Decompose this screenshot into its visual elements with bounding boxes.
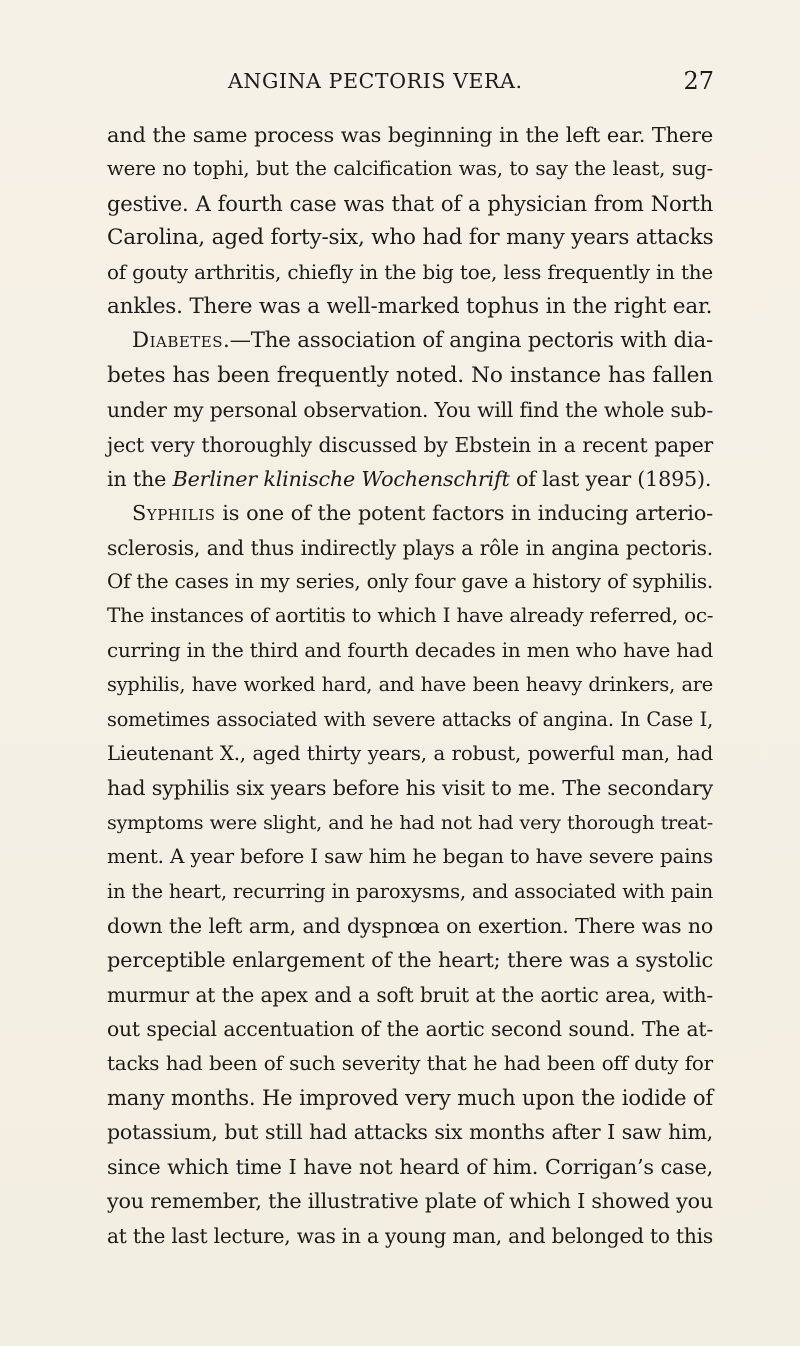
text-line: of gouty arthritis, chiefly in the big toe, less frequently in the (107, 260, 713, 284)
text-line: tacks had been of such severity that he had been off duty for (107, 1051, 713, 1075)
text-line: syphilis, have worked hard, and have been heavy drinkers, are (107, 673, 713, 697)
text-line: in the Berliner klinische Wochenschrift of last year (1895). (107, 466, 712, 491)
text-line: potassium, but still had attacks six months after I saw him, (107, 1120, 713, 1145)
text-line: were no tophi, but the calcification was, to say the least, sug- (107, 157, 713, 181)
page-number: 27 (683, 67, 714, 95)
text-line: down the left arm, and dyspnœa on exertion. There was no (107, 913, 713, 938)
running-title: ANGINA PECTORIS VERA. (228, 69, 523, 93)
text-line: ject very thoroughly discussed by Ebstein in a recent paper (107, 432, 713, 457)
section-lead-diabetes: Diabetes (132, 328, 224, 354)
text-line: in the heart, recurring in paroxysms, and associated with pain (107, 879, 713, 903)
text-line: out special accentuation of the aortic second sound. The at- (107, 1017, 713, 1042)
text-line-syphilis-heading: Syphilis is one of the potent factors in inducing arterio- (132, 501, 713, 526)
text-line: gestive. A fourth case was that of a physician from North (107, 190, 713, 216)
text-line: The instances of aortitis to which I have already referred, oc- (107, 604, 714, 628)
text-line: many months. He improved very much upon the iodide of (107, 1084, 713, 1110)
text-line: sometimes associated with severe attacks of angina. In Case I, (107, 707, 713, 731)
journal-title: Berliner klinische Wochenschrift (172, 466, 510, 491)
section-lead-syphilis: Syphilis (132, 501, 216, 526)
text-line: betes has been frequently noted. No instance has fallen (107, 362, 713, 388)
text-line: and the same process was beginning in the left ear. There (107, 123, 713, 147)
text-line: since which time I have not heard of him. Corrigan’s case, (107, 1154, 713, 1179)
running-head (0, 69, 800, 109)
text-line: sclerosis, and thus indirectly plays a rôle in angina pectoris. (107, 535, 713, 560)
text-line: curring in the third and fourth decades in men who have had (107, 638, 713, 662)
text-line: Carolina, aged forty-six, who had for many years attacks (107, 225, 714, 251)
text-line: perceptible enlargement of the heart; there was a systolic (107, 948, 713, 973)
text-line-diabetes-heading: Diabetes.—The association of angina pectoris with dia- (132, 328, 713, 354)
text-line: Lieutenant X., aged thirty years, a robust, powerful man, had (107, 742, 713, 766)
text-line: at the last lecture, was in a young man, and belonged to this (107, 1223, 713, 1248)
body-text (107, 118, 713, 1253)
text-line: ankles. There was a well-marked tophus in the right ear. (107, 293, 713, 319)
text-line: ment. A year before I saw him he began to have severe pains (107, 845, 713, 869)
text-line: under my personal observation. You will find the whole sub- (107, 398, 713, 423)
text-line: murmur at the apex and a soft bruit at the aortic area, with- (107, 982, 713, 1007)
text-line: you remember, the illustrative plate of which I showed you (107, 1189, 714, 1214)
text-line: symptoms were slight, and he had not had very thorough treat- (107, 810, 713, 834)
text-line: had syphilis six years before his visit to me. The secondary (107, 776, 713, 801)
text-line: Of the cases in my series, only four gave a history of syphilis. (107, 570, 713, 594)
